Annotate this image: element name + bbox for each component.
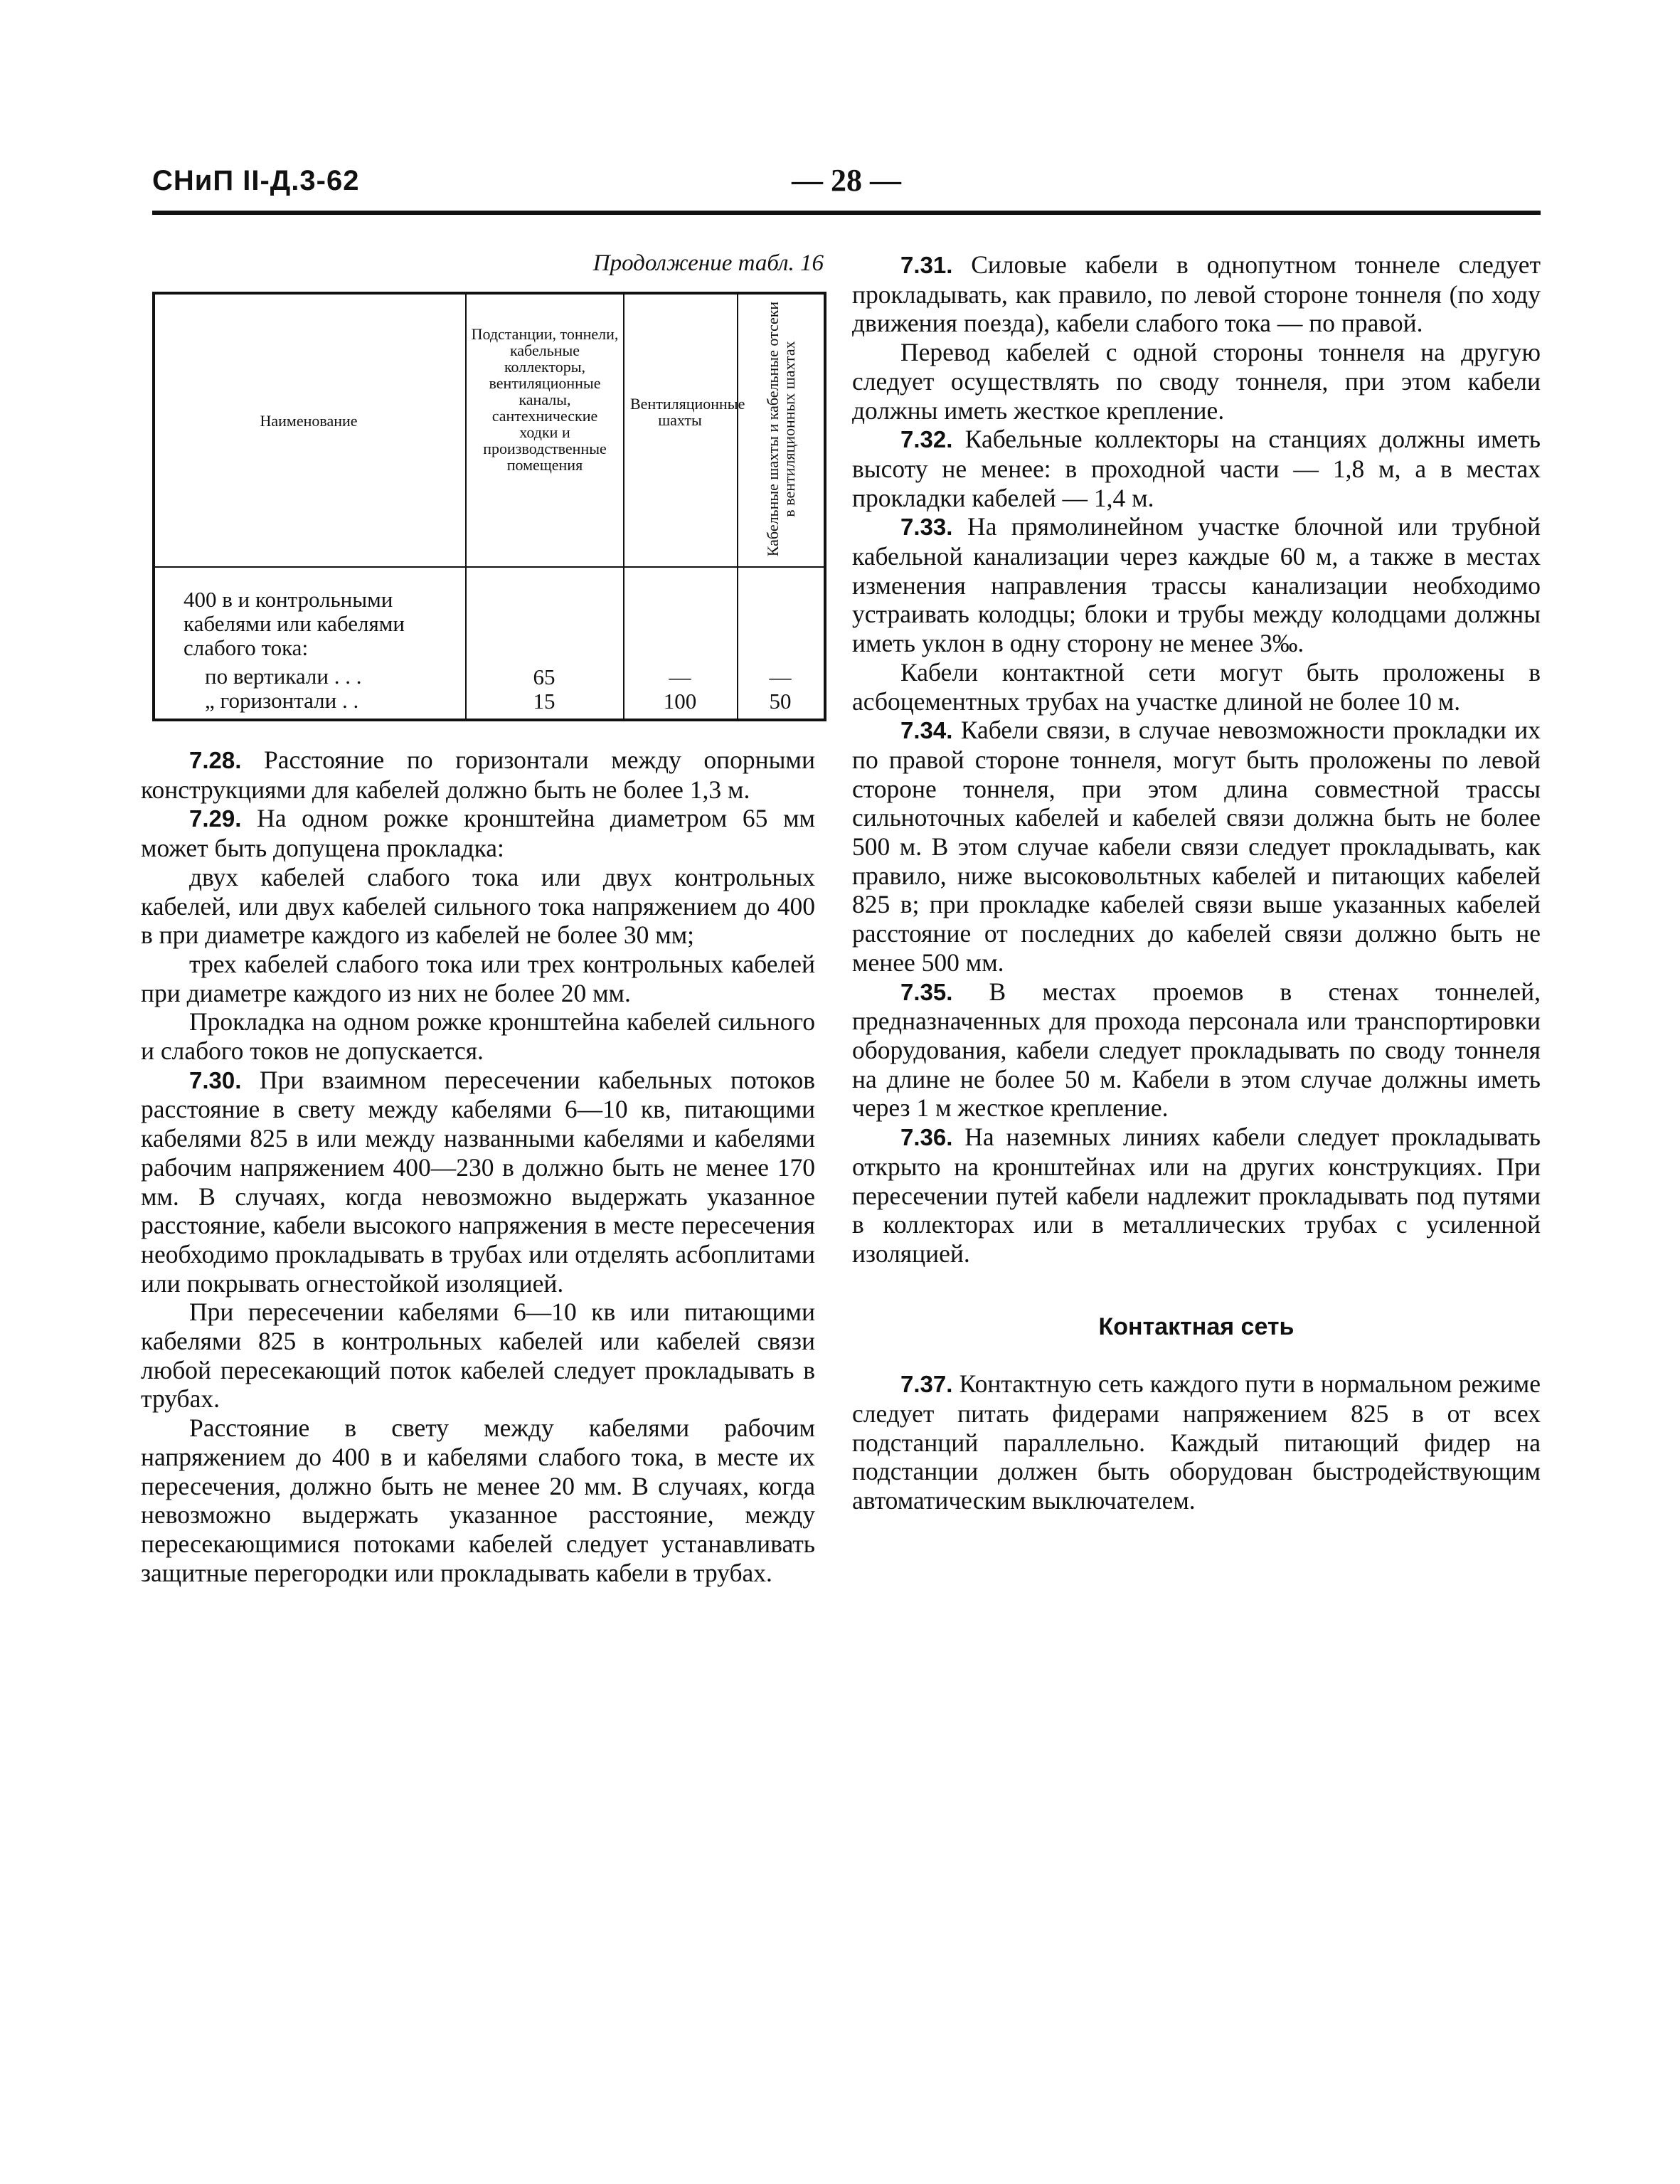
clause-number: 7.37. [900,1371,953,1398]
paragraph-7-37 [852,1369,1541,1515]
table-header-rule [152,566,826,568]
paragraph-7-34 [852,716,1541,977]
left-column [141,746,815,1587]
cell-value: 100 [663,689,697,714]
table-bottom-rule [152,719,826,721]
paragraph-7-29 [141,804,815,862]
table-top-rule [152,292,826,295]
row-label: „ горизонтали . . [205,688,359,713]
header-rule [152,211,1541,215]
paragraph-7-30 [141,1066,815,1298]
table-16-continuation [152,292,826,721]
paragraph-7-33 [852,512,1541,658]
clause-text: В местах проемов в стенах тоннелей, предназначенных для прохода персонала или транспортировки оборудования, кабели следует прокладывать по своду тоннеля на длине не более 50 м. Кабели в этом случае должны иметь через 1 м жесткое крепление. [852,977,1541,1123]
paragraph-7-29-b: трех кабелей слабого тока или трех контрольных кабелей при диаметре каждого из них не более 20 мм. [141,949,815,1007]
clause-text: На прямолинейном участке блочной или трубной кабельной канализации через каждые 60 м, а также в местах изменения направления трассы канализации необходимо устраивать колодцы; блоки и трубы между колодцами должны иметь уклон в одну сторону не менее 3‰. [852,512,1541,658]
clause-number: 7.32. [900,426,953,453]
paragraph-7-30-b: При пересечении кабелями 6—10 кв или питающими кабелями 825 в контрольных кабелей или кабелей связи любой пересекающий поток кабелей следует прокладывать в трубах. [141,1298,815,1414]
table-col-divider-1 [465,292,467,721]
clause-text: Кабельные коллекторы на станциях должны иметь высоту не менее: в проходной части — 1,8 м, а в местах прокладки кабелей — 1,4 м. [852,425,1541,512]
table-right-border [824,292,826,721]
cell-value: 65 [533,664,555,689]
right-column [852,250,1541,1515]
clause-text: На наземных линиях кабели следует прокладывать открыто на кронштейнах или на других конструкциях. При пересечении путей кабели надлежит прокладывать под путями в коллекторах или в металлических трубах с усиленной изоляцией. [852,1123,1541,1268]
header-substations: Подстанции, тоннели, кабельные коллекторы, вентиляционные каналы, сантехнические ходки и производственные помещения [471,325,619,474]
table-left-border [152,292,155,721]
paragraph-7-30-c: Расстояние в свету между кабелями рабочим напряжением до 400 в и кабелями слабого тока, в месте их пересечения, должно быть не менее 20 мм. В случаях, когда невозможно выдержать указанное расстояние, между пересекающимися потоками кабелей следует устанавливать защитные перегородки или прокладывать кабели в трубах. [141,1414,815,1587]
page-number: — 28 — [792,163,901,198]
row-group-title: 400 в и контрольными кабелями или кабелями слабого тока: [184,587,405,660]
paragraph-7-31-b: Перевод кабелей с одной стороны тоннеля на другую следует осуществлять по своду тоннеля, при этом кабели должны иметь жесткое крепление. [852,338,1541,425]
document-code: СНиП II-Д.3-62 [152,165,360,196]
table-col-divider-2 [623,292,624,721]
paragraph-7-29-c: Прокладка на одном рожке кронштейна кабелей сильного и слабого токов не допускается. [141,1007,815,1066]
clause-text: На одном рожке кронштейна диаметром 65 мм может быть допущена прокладка: [141,804,815,863]
clause-text: Расстояние по горизонтали между опорными конструкциями для кабелей должно быть не более 1,3 м. [141,746,815,804]
clause-text: Кабели связи, в случае невозможности прокладки их по правой стороне тоннеля, могут быть проложены по левой стороне тоннеля, при этом длина совместной трассы сильноточных кабелей и кабелей связи должна быть не более 500 м. В этом случае кабели связи следует прокладывать, как правило, ниже высоковольтных кабелей и питающих кабелей 825 в; при прокладке кабелей связи выше указанных кабелей расстояние от последних до кабелей связи должно быть не менее 500 мм. [852,716,1541,977]
clause-text: Контактную сеть каждого пути в нормальном режиме следует питать фидерами напряжением 825 в от всех подстанций параллельно. Каждый питающий фидер на подстанции должен быть оборудован быстродействующим автоматическим выключателем. [852,1369,1541,1515]
header-vent-shafts: Вентиляционные шахты [630,395,745,429]
clause-number: 7.28. [189,747,242,773]
clause-number: 7.31. [900,252,953,278]
clause-text: При взаимном пересечении кабельных потоков расстояние в свету между кабелями 6—10 кв, питающими кабелями 825 в или между названными кабелями и кабелями рабочим напряжением 400—230 в должно быть не менее 170 мм. В случаях, когда невозможно выдержать указанное расстояние, кабели высокого напряжения в месте пересечения необходимо прокладывать в трубах или отделять асбоплитами или покрывать огнестойкой изоляцией. [141,1065,815,1298]
cell-value: 50 [769,689,792,714]
paragraph-7-36 [852,1123,1541,1268]
cell-value: 15 [533,689,555,714]
clause-number: 7.29. [189,805,242,832]
clause-number: 7.35. [900,978,953,1005]
paragraph-7-29-a: двух кабелей слабого тока или двух контрольных кабелей, или двух кабелей сильного тока напряжением до 400 в при диаметре каждого из кабелей не более 30 мм; [141,862,815,950]
section-title: Контактная сеть [1098,1313,1294,1340]
paragraph-7-33-b: Кабели контактной сети могут быть проложены в асбоцементных трубах на участке длиной не более 10 м. [852,657,1541,716]
cell-value: — [769,664,792,689]
header-cable-shafts [760,296,802,562]
clause-number: 7.36. [900,1124,953,1151]
header-name: Наименование [260,412,358,430]
clause-number: 7.33. [900,514,953,541]
paragraph-7-35 [852,977,1541,1123]
paragraph-7-32 [852,425,1541,512]
paragraph-7-28 [141,746,815,804]
header-cable-shafts-text: Кабельные шахты и кабельные отсеки в вентиляционных шахтах [764,301,798,557]
clause-number: 7.30. [189,1066,242,1093]
clause-number: 7.34. [900,717,953,744]
cell-value: — [669,664,691,689]
row-label: по вертикали . . . [205,664,362,689]
paragraph-7-31 [852,250,1541,338]
table-col-divider-3 [737,292,738,721]
table-caption: Продолжение табл. 16 [592,250,824,276]
clause-text: Силовые кабели в однопутном тоннеле следует прокладывать, как правило, по левой стороне тоннеля (по ходу движения поезда), кабели слабого тока — по правой. [852,250,1541,338]
